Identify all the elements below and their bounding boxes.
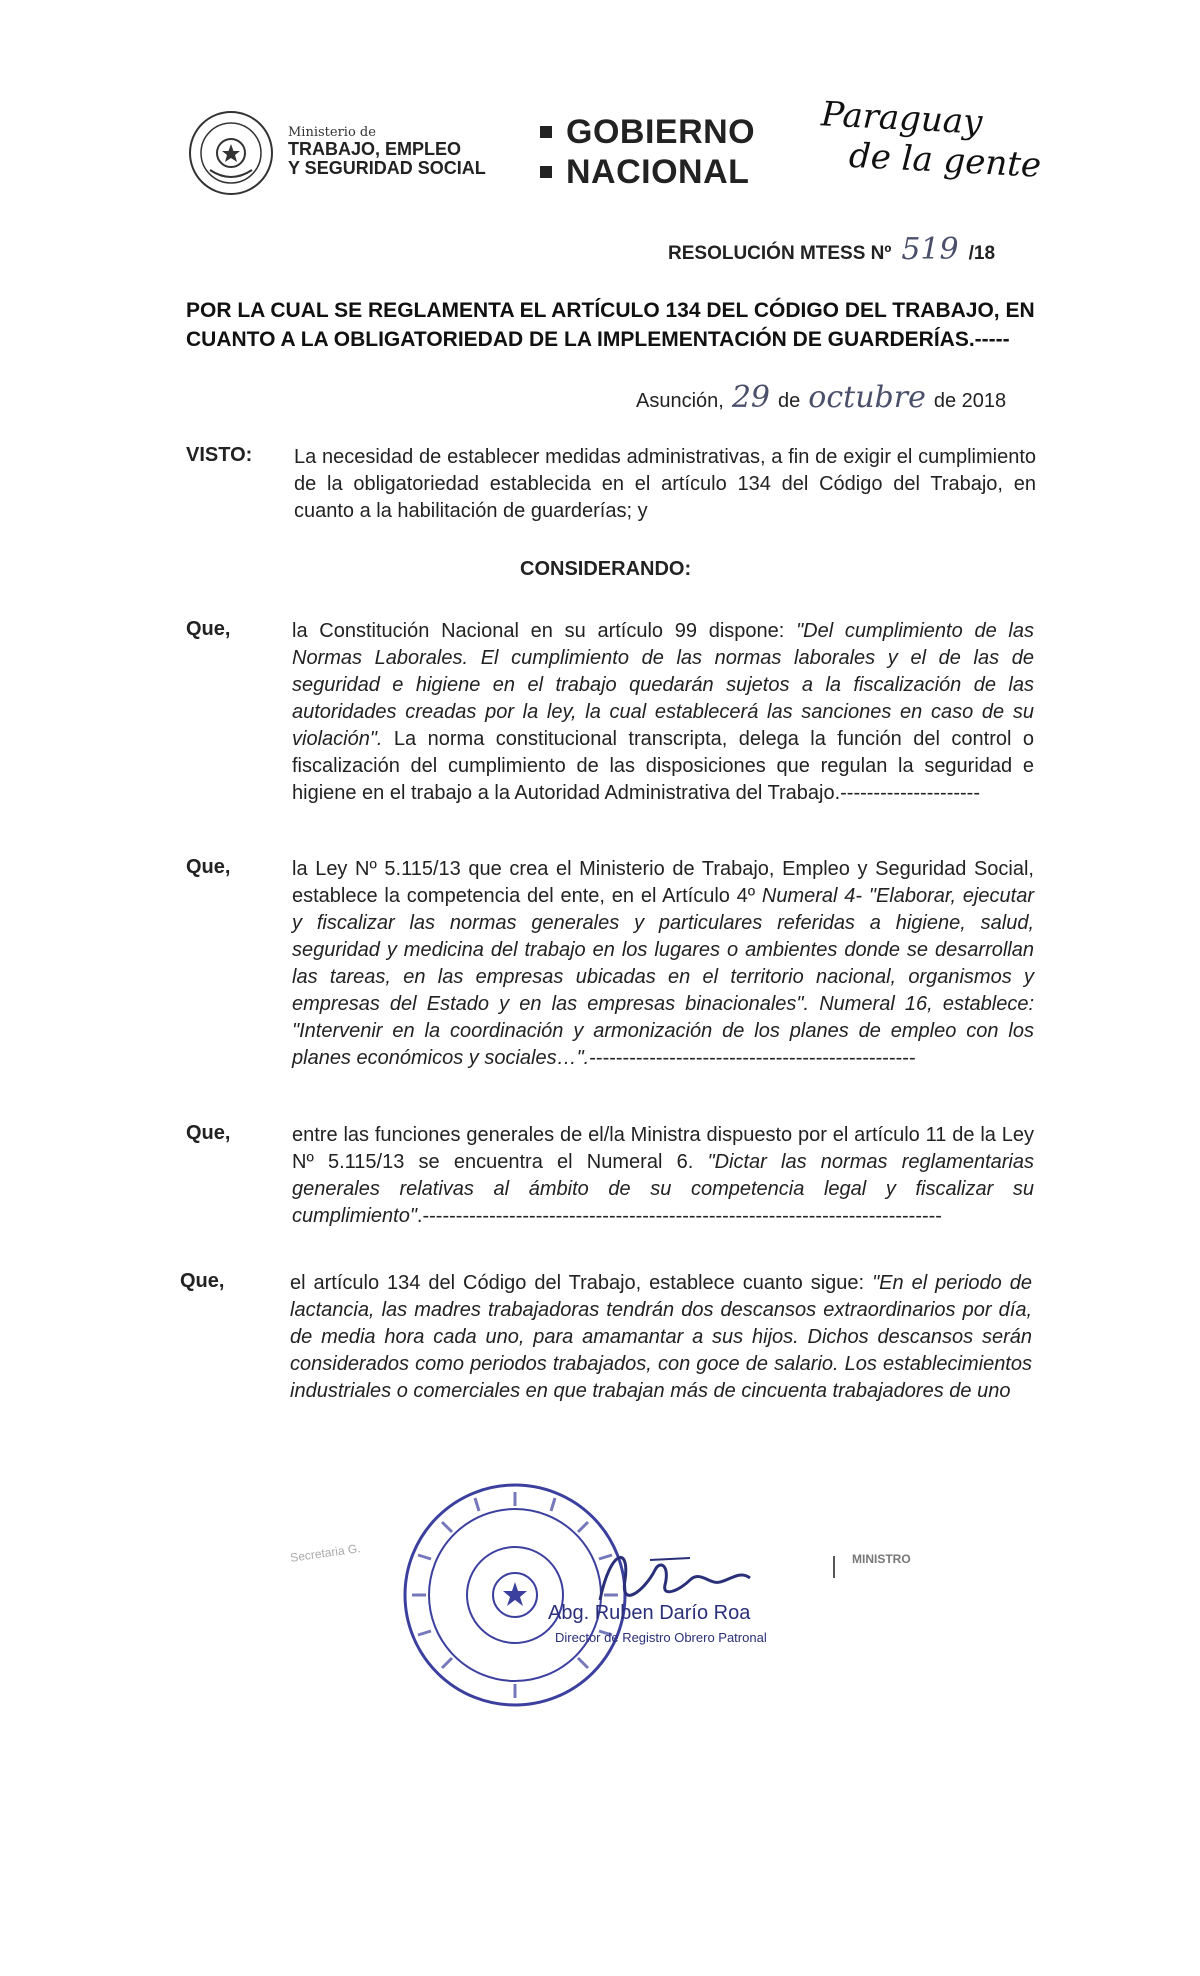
ministry-name — [288, 126, 486, 177]
que4-text: el artículo 134 del Código del Trabajo, establece cuanto sigue: — [290, 1272, 873, 1294]
ministry-line-2: Y SEGURIDAD SOCIAL — [288, 157, 486, 178]
date-year: de 2018 — [933, 390, 1007, 412]
que-label: Que, — [186, 1122, 231, 1144]
que4-quote: "En el periodo de lactancia, las madres trabajadoras tendrán dos descansos extraordinarios por día, de media hora cada uno, para amamantar a sus hijos. Dichos descansos serán considerados como periodos trabajados, con goce de salario. Los establecimientos industriales o comerciales en que trabajan más de cincuenta trabajadores de uno — [290, 1272, 1032, 1402]
que3-text: entre las funciones generales de el/la Ministra dispuesto por el artículo 11 de la Ley Nº 5.115/13 se encuentra el Numeral 6. — [292, 1124, 1034, 1173]
que1-text: la Constitución Nacional en su artículo 99 dispone: — [292, 620, 797, 642]
que-paragraph-4 — [290, 1270, 1032, 1405]
que-label: Que, — [186, 856, 231, 878]
visto-label: VISTO: — [186, 444, 253, 466]
resolution-handwritten-number: 519 — [901, 232, 959, 267]
visto-text: La necesidad de establecer medidas administrativas, a fin de exigir el cumplimiento de la obligatoriedad establecida en el artículo 134 del Código del Trabajo, en cuanto a la habilitación de guarderías; y — [294, 446, 1036, 522]
que2-text: la Ley Nº 5.115/13 que crea el Ministerio de Trabajo, Empleo y Seguridad Social, establece la competencia del ente, en el Artículo 4º — [292, 858, 1034, 907]
que3-text-2: .------------------------------------------------------------------------------ — [416, 1205, 942, 1227]
slogan-line-2: de la gente — [848, 135, 1043, 186]
document-title: POR LA CUAL SE REGLAMENTA EL ARTÍCULO 134 DEL CÓDIGO DEL TRABAJO, EN CUANTO A LA OBLIGATORIEDAD DE LA IMPLEMENTACIÓN DE GUARDERÍAS.----- — [186, 299, 1035, 351]
gobierno-nacional-logo — [540, 112, 755, 192]
resolution-year: /18 — [968, 243, 996, 264]
que3-quote: "Dictar las normas reglamentarias generales relativas al ámbito de su competencia legal y fiscalizar su cumplimiento" — [292, 1151, 1034, 1227]
date-city: Asunción, — [636, 390, 724, 412]
slogan-line-1: Paraguay — [820, 94, 984, 143]
date-de: de — [778, 390, 801, 412]
que-paragraph-1 — [292, 618, 1034, 807]
que-label: Que, — [186, 618, 231, 640]
date-day: 29 — [731, 380, 771, 415]
que-label: Que, — [180, 1270, 225, 1292]
que1-quote: "Del cumplimiento de las Normas Laborales. El cumplimiento de las normas laborales y el de las de seguridad e higiene en el trabajo quedarán sujetos a la fiscalización de las autoridades creadas por la ley, la cual establecerá las sanciones en caso de su violación". — [292, 620, 1034, 750]
que-paragraph-3 — [292, 1122, 1034, 1230]
que2-text-2: ------------------------------------------------- — [589, 1047, 916, 1069]
divider-mark — [833, 1556, 835, 1578]
resolution-label: RESOLUCIÓN MTESS Nº — [668, 243, 892, 264]
que-paragraph-2 — [292, 856, 1034, 1072]
resolution-number — [668, 232, 995, 267]
signer-title: Director de Registro Obrero Patronal — [555, 1630, 767, 1645]
ministry-seal-icon — [188, 110, 274, 196]
slogan-logo — [818, 94, 1044, 186]
ministry-small-label: Ministerio de — [288, 125, 376, 140]
square-bullet-icon — [540, 126, 552, 138]
date-month: octubre — [808, 380, 926, 415]
gobierno-line-2: NACIONAL — [566, 153, 750, 191]
document-date — [636, 380, 1006, 415]
secretaria-stamp-fragment: Secretaria G. — [289, 1541, 362, 1565]
ministry-line-1: TRABAJO, EMPLEO — [288, 138, 462, 159]
gobierno-line-1: GOBIERNO — [566, 113, 756, 151]
signer-name: Abg. Ruben Darío Roa — [548, 1602, 751, 1624]
que1-text-2: La norma constitucional transcripta, delega la función del control o fiscalización del cumplimiento de las disposiciones que regulan la seguridad e higiene en el trabajo a la Autoridad Administrativa del Trabajo.--------------------- — [292, 728, 1034, 804]
considerando-heading: CONSIDERANDO: — [520, 558, 692, 580]
square-bullet-icon — [540, 166, 552, 178]
ministro-stamp-fragment: MINISTRO — [852, 1552, 911, 1566]
que2-quote: Numeral 4- "Elaborar, ejecutar y fiscalizar las normas generales y particulares referidas a higiene, salud, seguridad y medicina del trabajo en los lugares o ambientes donde se desarrollan las tareas, en las empresas ubicadas en el territorio nacional, organismos y empresas del Estado y en las empresas binacionales". Numeral 16, establece: "Intervenir en la coordinación y armonización de los planes de empleo con los planes económicos y sociales…". — [292, 885, 1034, 1069]
